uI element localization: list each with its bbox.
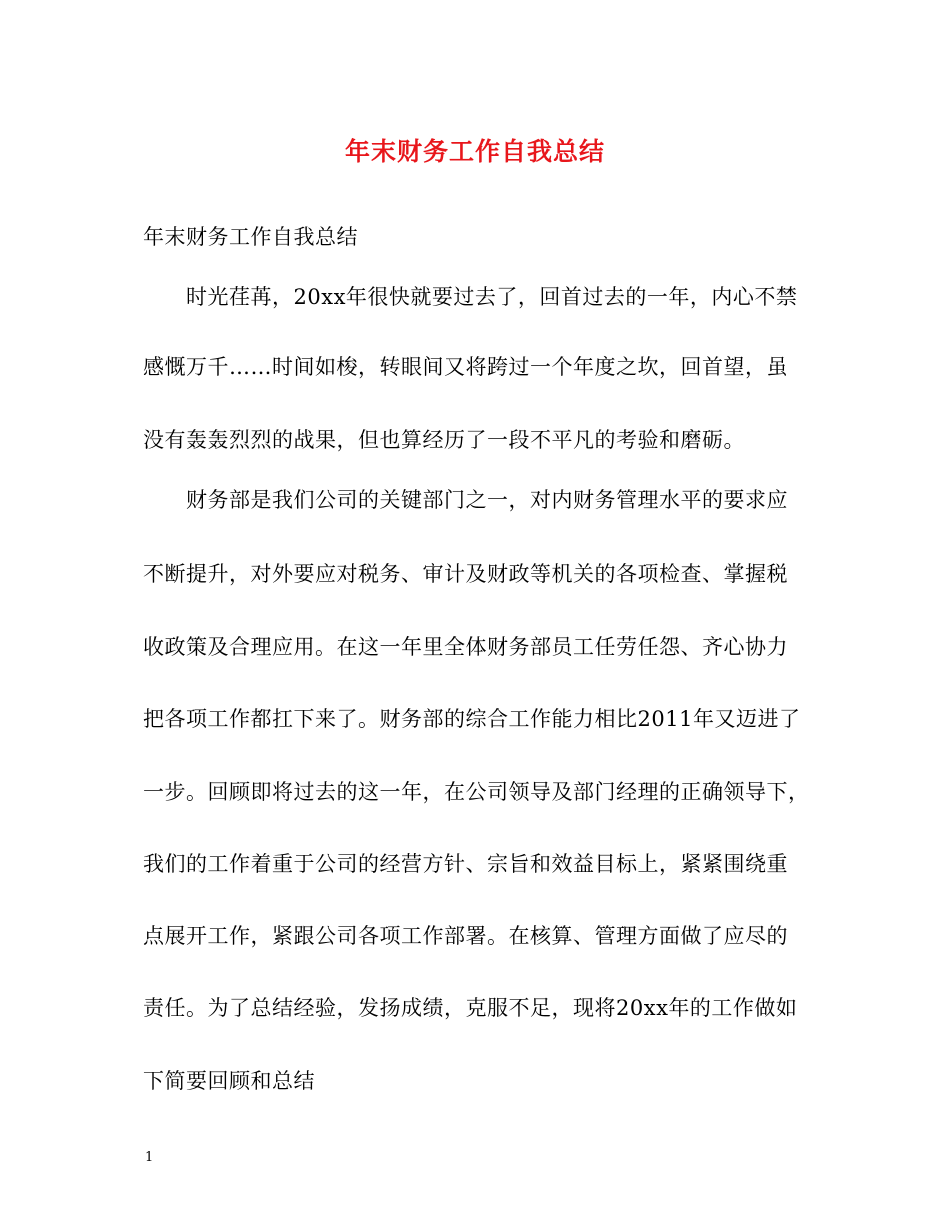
- body-line-8: 一步。回顾即将过去的这一年，在公司领导及部门经理的正确领导下，: [143, 780, 810, 804]
- body-line-7: 把各项工作都扛下来了。财务部的综合工作能力相比2011年又迈进了: [143, 707, 801, 731]
- body-line-1: 时光荏苒，20xx年很快就要过去了，回首过去的一年，内心不禁: [143, 285, 798, 309]
- body-line-6: 收政策及合理应用。在这一年里全体财务部员工任劳任怨、齐心协力: [143, 635, 788, 659]
- document-subtitle: 年末财务工作自我总结: [143, 225, 358, 249]
- body-line-2: 感慨万千……时间如梭，转眼间又将跨过一个年度之坎，回首望，虽: [143, 355, 788, 379]
- body-line-11: 责任。为了总结经验，发扬成绩，克服不足，现将20xx年的工作做如: [143, 996, 798, 1020]
- body-line-3: 没有轰轰烈烈的战果，但也算经历了一段不平凡的考验和磨砺。: [143, 428, 745, 452]
- body-line-9: 我们的工作着重于公司的经营方针、宗旨和效益目标上，紧紧围绕重: [143, 852, 788, 876]
- body-line-10: 点展开工作，紧跟公司各项工作部署。在核算、管理方面做了应尽的: [143, 924, 788, 948]
- page-number: 1: [145, 1150, 154, 1165]
- document-title: 年末财务工作自我总结: [344, 137, 605, 166]
- body-line-5: 不断提升，对外要应对税务、审计及财政等机关的各项检查、掌握税: [143, 562, 788, 586]
- body-line-4: 财务部是我们公司的关键部门之一，对内财务管理水平的要求应: [143, 488, 788, 512]
- body-line-12: 下简要回顾和总结: [143, 1069, 315, 1093]
